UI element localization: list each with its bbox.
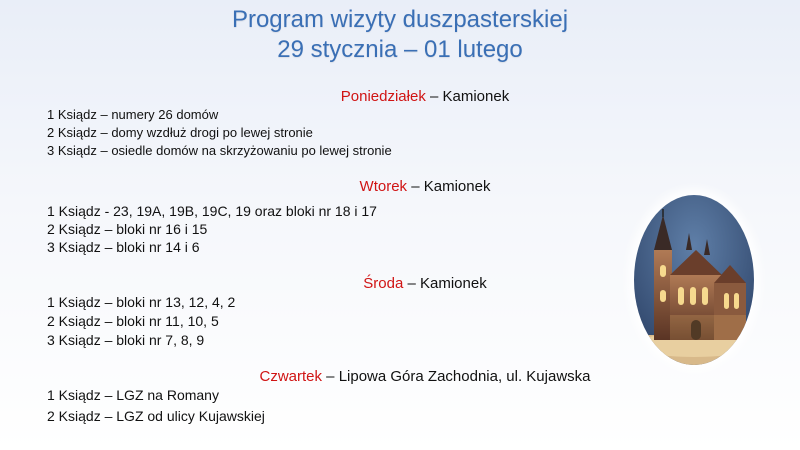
list-item: 2 Ksiądz – bloki nr 11, 10, 5 <box>47 313 219 329</box>
church-image <box>634 195 754 365</box>
day-name: Poniedziałek <box>340 88 426 105</box>
day-name: Czwartek <box>259 368 323 385</box>
page-title: Program wizyty duszpasterskiej <box>231 6 569 33</box>
page-subtitle-dates: 29 stycznia – 01 lutego <box>277 36 523 63</box>
list-item: 2 Ksiądz – domy wzdłuż drogi po lewej stronie <box>47 125 313 140</box>
day-heading-tuesday <box>0 178 800 196</box>
day-place: – Kamionek <box>425 88 510 105</box>
list-item: 1 Ksiądz – numery 26 domów <box>47 107 219 122</box>
list-item: 1 Ksiądz – bloki nr 13, 12, 4, 2 <box>47 294 236 310</box>
day-place: – Kamionek <box>407 178 491 195</box>
day-place: – Lipowa Góra Zachodnia, ul. Kujawska <box>322 368 591 385</box>
church-illustration <box>634 195 754 365</box>
list-item: 3 Ksiądz – bloki nr 14 i 6 <box>47 239 200 255</box>
list-item: 2 Ksiądz – LGZ od ulicy Kujawskiej <box>47 408 265 424</box>
day-place: – Kamionek <box>403 275 487 292</box>
day-heading-thursday <box>0 368 800 386</box>
list-item: 1 Ksiądz - 23, 19A, 19B, 19C, 19 oraz bloki nr 18 i 17 <box>47 203 377 219</box>
day-name: Wtorek <box>359 178 408 195</box>
list-item: 1 Ksiądz – LGZ na Romany <box>47 387 219 403</box>
day-heading-monday <box>0 88 800 106</box>
list-item: 3 Ksiądz – bloki nr 7, 8, 9 <box>47 332 205 348</box>
day-name: Środa <box>363 275 404 292</box>
list-item: 2 Ksiądz – bloki nr 16 i 15 <box>47 221 208 237</box>
list-item: 3 Ksiądz – osiedle domów na skrzyżowaniu po lewej stronie <box>47 143 392 158</box>
